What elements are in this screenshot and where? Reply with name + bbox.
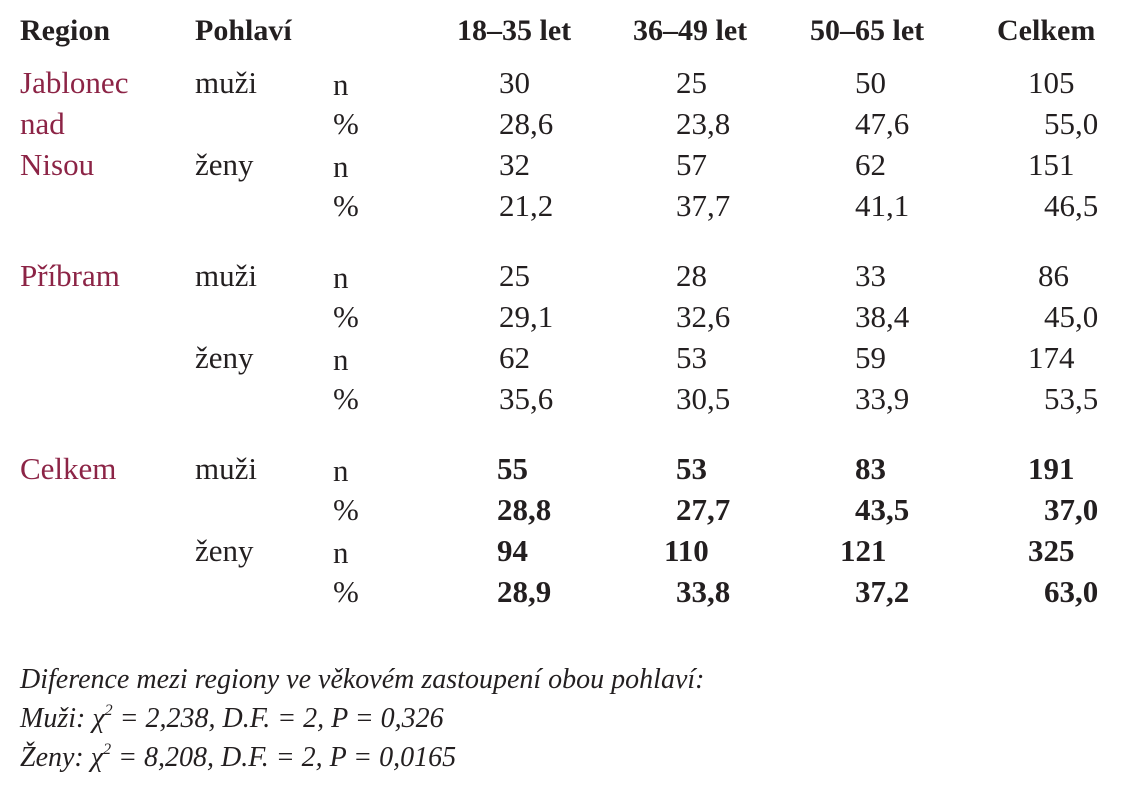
header-total: Celkem <box>997 14 1096 47</box>
cell-value: 53,5 <box>1044 381 1099 416</box>
cell-value: 37,2 <box>855 574 910 609</box>
cell-value: 325 <box>1028 533 1075 568</box>
region-label: Celkem <box>20 451 117 486</box>
notes-women-stats: = 8,208, D.F. = 2, P = 0,0165 <box>111 742 457 773</box>
unit-pct: % <box>333 381 359 416</box>
cell-value: 28,8 <box>497 492 552 527</box>
cell-value: 174 <box>1028 340 1075 375</box>
region-label: Příbram <box>20 258 120 293</box>
statistics-notes <box>20 660 704 777</box>
region-label: nad <box>20 106 65 141</box>
cell-value: 25 <box>676 65 707 100</box>
cell-value: 33,8 <box>676 574 731 609</box>
unit-n: n <box>333 67 349 102</box>
sex-label: ženy <box>195 340 254 375</box>
cell-value: 94 <box>497 533 528 568</box>
sex-label: ženy <box>195 533 254 568</box>
sex-label: muži <box>195 258 257 293</box>
cell-value: 25 <box>499 258 530 293</box>
header-sex: Pohlaví <box>195 14 292 47</box>
cell-value: 35,6 <box>499 381 554 416</box>
cell-value: 57 <box>676 147 707 182</box>
cell-value: 191 <box>1028 451 1075 486</box>
notes-men-stats: = 2,238, D.F. = 2, P = 0,326 <box>112 703 444 734</box>
cell-value: 50 <box>855 65 886 100</box>
notes-women <box>20 738 704 777</box>
notes-women-prefix: Ženy: χ <box>20 742 104 773</box>
cell-value: 46,5 <box>1044 188 1099 223</box>
region-label: Nisou <box>20 147 95 182</box>
unit-pct: % <box>333 492 359 527</box>
cell-value: 29,1 <box>499 299 554 334</box>
chi-exponent: 2 <box>103 740 112 758</box>
unit-pct: % <box>333 574 359 609</box>
cell-value: 121 <box>840 533 887 568</box>
cell-value: 27,7 <box>676 492 731 527</box>
unit-pct: % <box>333 299 359 334</box>
header-age-36-49: 36–49 let <box>633 14 748 47</box>
region-label: Jablonec <box>20 65 129 100</box>
cell-value: 28,9 <box>497 574 552 609</box>
cell-value: 62 <box>499 340 530 375</box>
cell-value: 59 <box>855 340 886 375</box>
cell-value: 63,0 <box>1044 574 1099 609</box>
unit-n: n <box>333 453 349 488</box>
sex-label: muži <box>195 65 257 100</box>
unit-pct: % <box>333 188 359 223</box>
sex-label: ženy <box>195 147 254 182</box>
cell-value: 62 <box>855 147 886 182</box>
notes-men-prefix: Muži: χ <box>20 703 105 734</box>
unit-n: n <box>333 260 349 295</box>
cell-value: 83 <box>855 451 886 486</box>
cell-value: 30 <box>499 65 530 100</box>
cell-value: 30,5 <box>676 381 731 416</box>
unit-n: n <box>333 342 349 377</box>
sex-label: muži <box>195 451 257 486</box>
cell-value: 55 <box>497 451 528 486</box>
cell-value: 21,2 <box>499 188 554 223</box>
cell-value: 110 <box>664 533 709 568</box>
unit-pct: % <box>333 106 359 141</box>
cell-value: 28,6 <box>499 106 554 141</box>
header-region: Region <box>20 14 110 47</box>
cell-value: 53 <box>676 340 707 375</box>
cell-value: 28 <box>676 258 707 293</box>
unit-n: n <box>333 149 349 184</box>
cell-value: 33 <box>855 258 886 293</box>
cell-value: 41,1 <box>855 188 910 223</box>
cell-value: 47,6 <box>855 106 910 141</box>
notes-intro: Diference mezi regiony ve věkovém zastoupení obou pohlaví: <box>20 664 705 695</box>
cell-value: 33,9 <box>855 381 910 416</box>
cell-value: 55,0 <box>1044 106 1099 141</box>
chi-exponent: 2 <box>104 701 113 719</box>
cell-value: 53 <box>676 451 707 486</box>
header-age-50-65: 50–65 let <box>810 14 925 47</box>
unit-n: n <box>333 535 349 570</box>
cell-value: 32 <box>499 147 530 182</box>
cell-value: 38,4 <box>855 299 910 334</box>
cell-value: 105 <box>1028 65 1075 100</box>
cell-value: 43,5 <box>855 492 910 527</box>
cell-value: 45,0 <box>1044 299 1099 334</box>
cell-value: 37,0 <box>1044 492 1099 527</box>
notes-men <box>20 699 704 738</box>
cell-value: 151 <box>1028 147 1075 182</box>
cell-value: 32,6 <box>676 299 731 334</box>
cell-value: 37,7 <box>676 188 731 223</box>
header-age-18-35: 18–35 let <box>457 14 572 47</box>
cell-value: 23,8 <box>676 106 731 141</box>
cell-value: 86 <box>1038 258 1069 293</box>
